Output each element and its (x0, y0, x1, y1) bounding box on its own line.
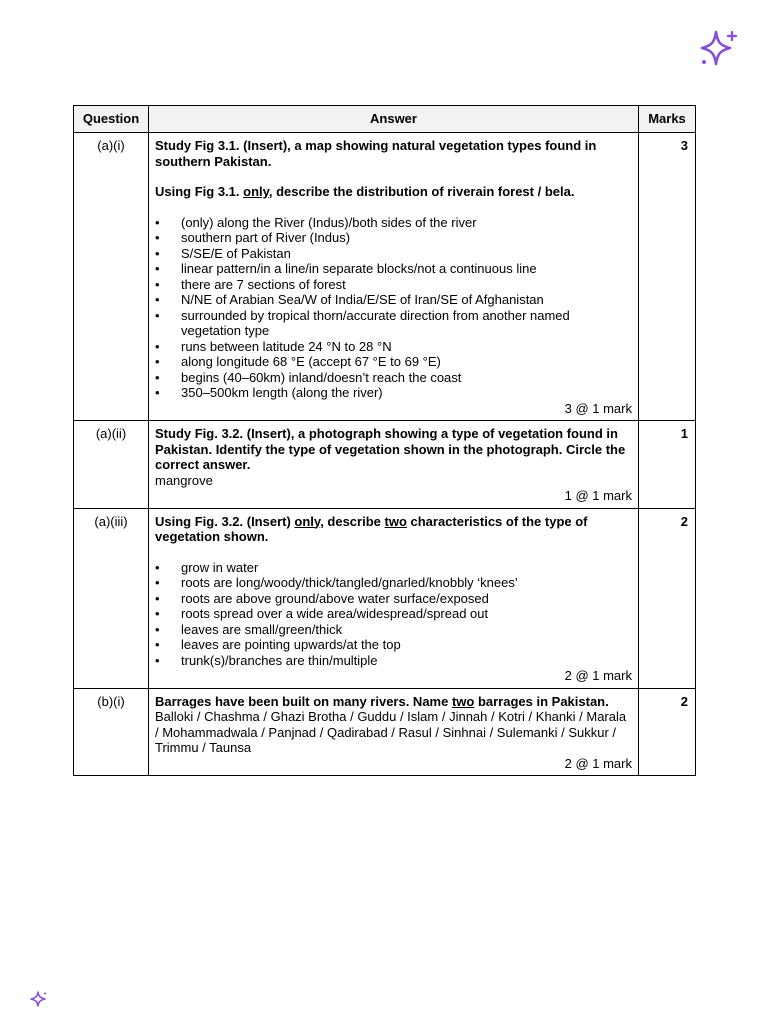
marks-value: 1 (639, 421, 696, 509)
question-prompt (155, 694, 632, 710)
list-item: • begins (40–60km) inland/doesn’t reach the coast (155, 370, 632, 386)
answer-column-header: Answer (149, 106, 639, 133)
list-item: • S/SE/E of Pakistan (155, 246, 632, 262)
question-prompt: Study Fig. 3.2. (Insert), a photograph showing a type of vegetation found in Pakistan. Identify the type of vegetation shown in the photograph. Circle the correct answer. (155, 426, 626, 472)
table-row (74, 508, 696, 688)
marks-column-header: Marks (639, 106, 696, 133)
list-item: • southern part of River (Indus) (155, 230, 632, 246)
answer-cell (149, 421, 639, 509)
underlined-text: two (384, 513, 407, 529)
list-item: • surrounded by tropical thorn/accurate direction from another named vegetation type (155, 308, 632, 339)
list-item: • grow in water (155, 560, 632, 576)
list-item: • 350–500km length (along the river) (155, 385, 632, 401)
instruction-text: barrages in Pakistan. (474, 693, 609, 709)
list-item: • (only) along the River (Indus)/both sides of the river (155, 215, 632, 231)
list-item: • roots spread over a wide area/widespread/spread out (155, 606, 632, 622)
marks-value: 2 (639, 508, 696, 688)
mark-allocation: 3 @ 1 mark (564, 400, 632, 416)
mark-allocation: 1 @ 1 mark (564, 488, 632, 503)
answer-text: mangrove (155, 472, 213, 488)
list-item: • leaves are small/green/thick (155, 622, 632, 638)
answer-text: Balloki / Chashma / Ghazi Brotha / Guddu / Islam / Jinnah / Kotri / Khanki / Marala / Mohammadwala / Panjnad / Qadirabad / Rasul / Sinhnai / Sulemanki / Sukkur / Trimmu / Taunsa (155, 709, 627, 755)
list-item: • leaves are pointing upwards/at the top (155, 637, 632, 653)
marks-value: 3 (639, 133, 696, 421)
answer-points-list (155, 215, 632, 401)
instruction-text: , describe (320, 513, 385, 529)
instruction-text: Using Fig 3.1. (155, 184, 244, 199)
question-column-header: Question (74, 106, 149, 133)
instruction-text: , describe the distribution of riverain forest / bela. (268, 184, 575, 199)
list-item: • roots are long/woody/thick/tangled/gnarled/knobbly ‘knees’ (155, 575, 632, 591)
table-row (74, 133, 696, 421)
question-number: (b)(i) (74, 688, 149, 776)
instruction-text: Using Fig. 3.2. (Insert) (155, 513, 295, 529)
list-item: • roots are above ground/above water surface/exposed (155, 591, 632, 607)
question-number: (a)(iii) (74, 508, 149, 688)
underlined-text: only (294, 513, 321, 529)
list-item: • there are 7 sections of forest (155, 277, 632, 293)
list-item: • along longitude 68 °E (accept 67 °E to 69 °E) (155, 354, 632, 370)
answer-cell (149, 508, 639, 688)
question-number: (a)(i) (74, 133, 149, 421)
answer-cell (149, 688, 639, 776)
table-header-row (74, 106, 696, 133)
question-prompt (155, 514, 632, 545)
table-row (74, 688, 696, 776)
underlined-text: two (451, 693, 475, 709)
mark-allocation: 2 @ 1 mark (564, 755, 632, 771)
question-number: (a)(ii) (74, 421, 149, 509)
answer-cell (149, 133, 639, 421)
mark-scheme-table (73, 105, 696, 776)
list-item: • runs between latitude 24 °N to 28 °N (155, 339, 632, 355)
answer-points-list (155, 560, 632, 669)
mark-allocation: 2 @ 1 mark (564, 668, 632, 683)
table-row (74, 421, 696, 509)
marks-value: 2 (639, 688, 696, 776)
underlined-text: only (243, 184, 269, 199)
instruction-text: Barrages have been built on many rivers. Name (155, 693, 452, 709)
question-instruction (155, 184, 632, 200)
sparkle-icon (696, 28, 740, 72)
list-item: • N/NE of Arabian Sea/W of India/E/SE of Iran/SE of Afghanistan (155, 292, 632, 308)
question-prompt: Study Fig 3.1. (Insert), a map showing natural vegetation types found in southern Pakistan. (155, 138, 597, 169)
sparkle-icon (30, 991, 48, 1009)
instruction-text: characteristics of the type of vegetation shown. (155, 513, 588, 544)
list-item: • trunk(s)/branches are thin/multiple (155, 653, 632, 669)
list-item: • linear pattern/in a line/in separate blocks/not a continuous line (155, 261, 632, 277)
